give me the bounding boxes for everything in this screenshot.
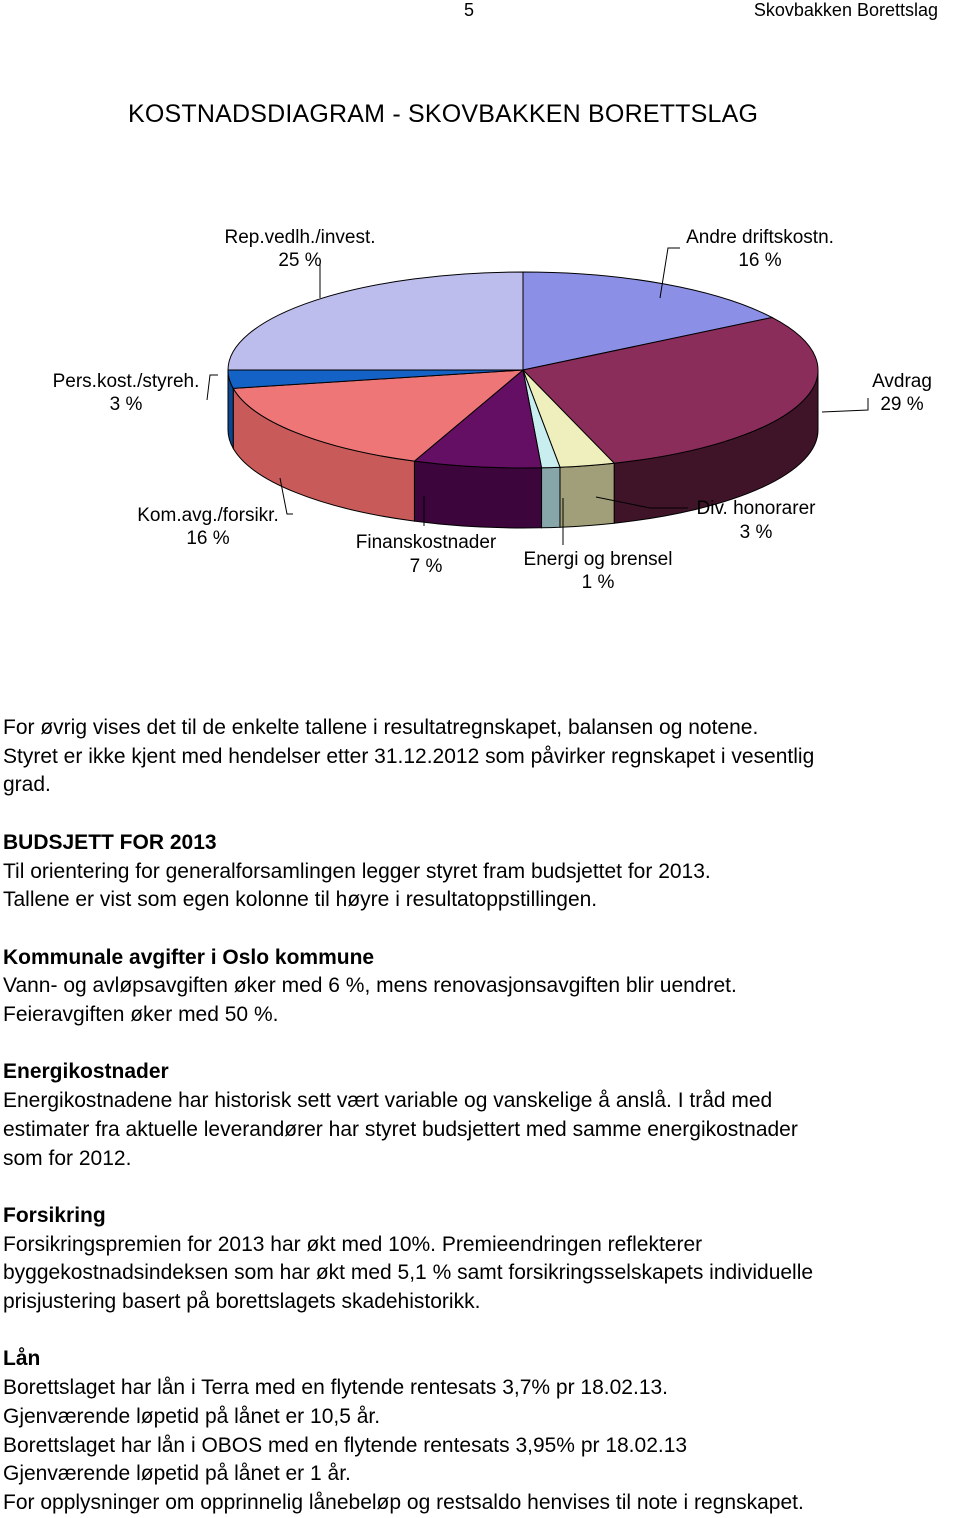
label-div-pct: 3 % [739,522,773,543]
label-komavg-name: Kom.avg./forsikr. [137,505,279,526]
pie-side-div-honorarer [560,463,614,527]
para-line: Forsikringspremien for 2013 har økt med 10%. Premieendringen reflekterer [3,1232,703,1256]
chart-title: KOSTNADSDIAGRAM - SKOVBAKKEN BORETTSLAG [128,100,759,128]
para-line: Vann- og avløpsavgiften øker med 6 %, mens renovasjonsavgiften blir uendret. [3,974,737,998]
para-line: Gjenværende løpetid på lånet er 10,5 år. [3,1404,381,1428]
label-rep-name: Rep.vedlh./invest. [224,227,376,248]
label-pers-pct: 3 % [109,394,143,415]
leader-line-avdrag [822,398,868,412]
label-avdrag-name: Avdrag [872,371,932,392]
label-finans-pct: 7 % [409,556,443,577]
label-andre-pct: 16 % [738,250,782,271]
label-komavg-pct: 16 % [186,528,230,549]
para-line: Til orientering for generalforsamlingen legger styret fram budsjettet for 2013. [3,859,711,883]
para-line: Gjenværende løpetid på lånet er 1 år. [3,1462,351,1486]
leader-line-pers [207,375,218,400]
para-line: Styret er ikke kjent med hendelser etter 31.12.2012 som påvirker regnskapet i vesentlig [3,744,815,768]
pie-side-energi-og-brensel [542,467,560,528]
para-line: prisjustering basert på borettslagets skadehistorikk. [3,1290,481,1313]
heading-insurance: Forsikring [3,1203,106,1227]
para-line: som for 2012. [3,1146,132,1170]
heading-energy: Energikostnader [3,1060,169,1084]
para-line: For øvrig vises det til de enkelte tallene i resultatregnskapet, balansen og notene. [3,716,759,739]
para-line: estimater fra aktuelle leverandører har styret budsjettert med samme energikostnader [3,1117,798,1141]
para-line: Feieravgiften øker med 50 %. [3,1003,279,1026]
pie-side-finanskostnader [414,461,541,528]
label-finans-name: Finanskostnader [355,532,497,553]
para-line: Borettslaget har lån i OBOS med en flytende rentesats 3,95% pr 18.02.13 [3,1433,688,1457]
label-andre-name: Andre driftskostn. [686,227,834,248]
heading-fees: Kommunale avgifter i Oslo kommune [3,945,375,969]
heading-loan: Lån [3,1347,41,1371]
pie-slice-rep-vedlh-invest [228,272,523,370]
label-div-name: Div. honorarer [696,498,816,519]
para-line: grad. [3,773,51,797]
para-line: For opplysninger om opprinnelig lånebeløp og restsaldo henvises til note i regnskapet. [3,1490,804,1514]
para-line: byggekostnadsindeksen som har økt med 5,1 % samt forsikringsselskapets individuelle [3,1261,814,1285]
para-line: Tallene er vist som egen kolonne til høyre i resultatoppstillingen. [3,888,598,912]
body-text [3,714,958,1518]
para-line: Borettslaget har lån i Terra med en flytende rentesats 3,7% pr 18.02.13. [3,1376,669,1400]
pie-tops [228,272,818,468]
page-number: 5 [464,0,475,20]
label-energi-pct: 1 % [581,572,615,593]
label-avdrag-pct: 29 % [880,394,924,415]
heading-budget: BUDSJETT FOR 2013 [3,830,217,854]
label-pers-name: Pers.kost./styreh. [52,371,200,392]
label-energi-name: Energi og brensel [523,549,673,570]
pie-chart [0,150,960,610]
para-line: Energikostnadene har historisk sett vært variable og vanskelige å anslå. I tråd med [3,1089,773,1113]
document-name: Skovbakken Borettslag [753,0,938,20]
label-rep-pct: 25 % [278,250,322,271]
